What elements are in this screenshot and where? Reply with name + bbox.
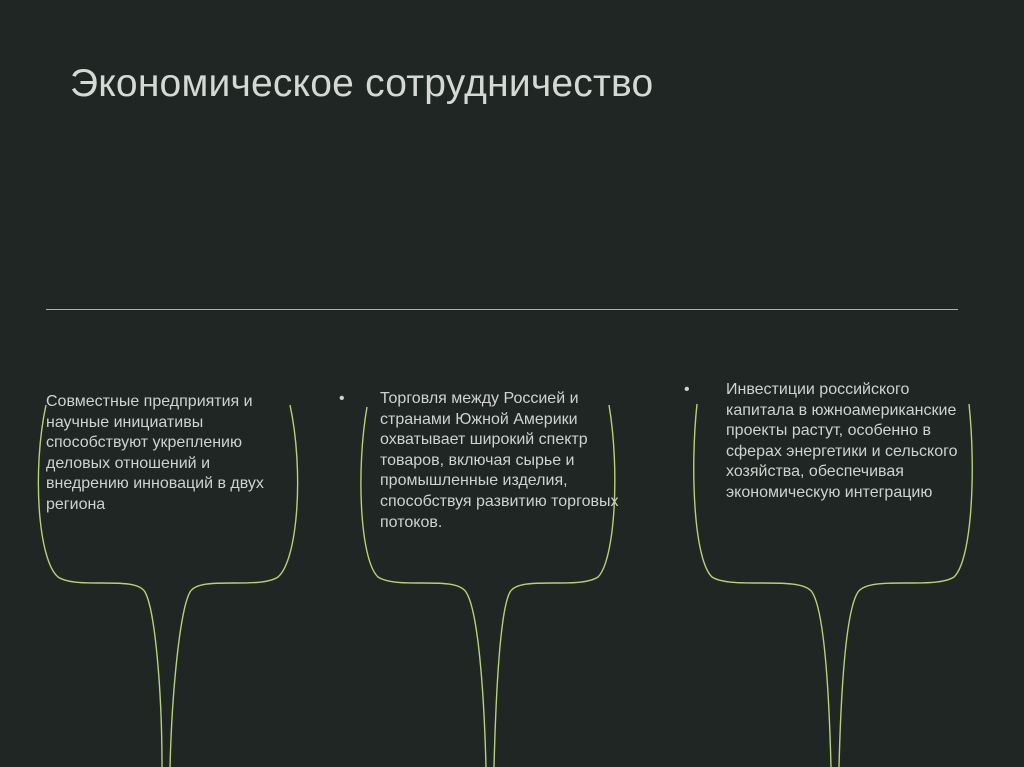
card-text-1: Совместные предприятия и научные инициативы способствуют укреплению деловых отношений и внедрению инноваций в двух региона [46, 393, 264, 513]
card-text-3: Инвестиции российского капитала в южноамериканские проекты растут, особенно в сферах энергетики и сельского хозяйства, обеспечивая экономическую интеграцию [726, 381, 958, 501]
slide-title: Экономическое сотрудничество [70, 62, 654, 105]
bullet-dot-2: • [339, 390, 345, 407]
bullet-dot-3: • [684, 381, 690, 398]
card-text-2: Торговля между Россией и странами Южной Америки охватывает широкий спектр товаров, включая сырье и промышленные изделия, способствуя развитию торговых потоков. [380, 390, 619, 531]
